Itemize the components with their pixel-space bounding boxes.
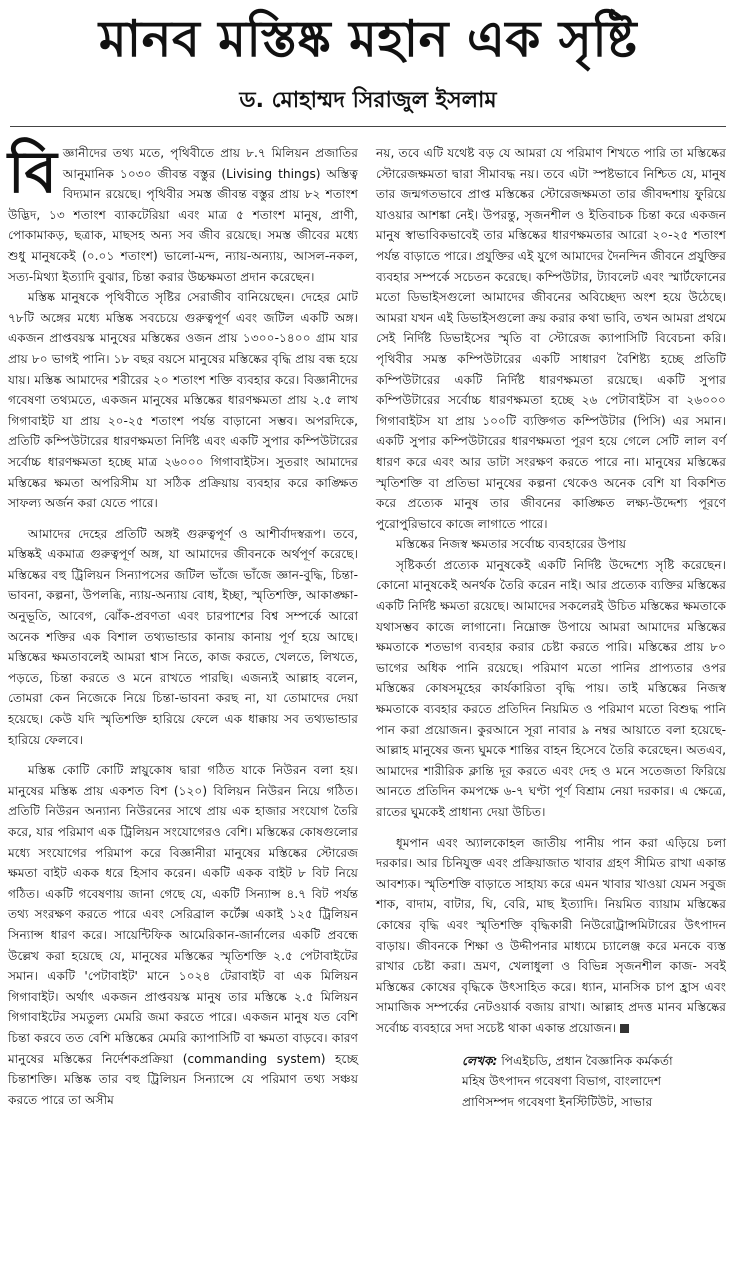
- end-mark-icon: [620, 1024, 629, 1033]
- author-note-line: মহিষ উৎপাদন গবেষণা বিভাগ, বাংলাদেশ: [462, 1074, 662, 1089]
- article-title: মানব মস্তিষ্ক মহান এক সৃষ্টি: [98, 9, 638, 68]
- author-note-text: পিএইচডি, প্রধান বৈজ্ঞানিক কর্মকর্তা: [501, 1053, 673, 1068]
- paragraph-text: জ্ঞানীদের তথ্য মতে, পৃথিবীতে প্রায় ৮.৭ মিলিয়ন প্রজাতির আনুমানিক ১০৩০ জীবন্ত বস্তুর (Livising things) অস্তিত্ব বিদ্যমান রয়েছে। পৃথিবীর সমস্ত জীবন্ত বস্তুর প্রায় ৮২ শতাংশ উদ্ভিদ, ১৩ শতাংশ ব্যাকটেরিয়া এবং মাত্র ৫ শতাংশ মানুষ, প্রাণী, পোকামাকড়, ছত্রাক, মাছসহ অন্য সব জীব রয়েছে। সমস্ত জীবের মধ্যে শুধু মানুষকেই (০.০১ শতাংশ) ভালো-মন্দ, ন্যায়-অন্যায়, আসল-নকল, সত্য-মিথ্যা ইত্যাদি বুঝার, চিন্তা করার উচ্চক্ষমতা প্রদান করেছেন।: [8, 146, 358, 284]
- paragraph: আমাদের দেহের প্রতিটি অঙ্গই গুরুত্বপূর্ণ ও আশীর্বাদস্বরূপ। তবে, মস্তিষ্কই একমাত্র গুরুত্বপূর্ণ অঙ্গ, যা আমাদের জীবনকে অর্থপূর্ণ করেছে। মস্তিষ্কের বহু ট্রিলিয়ন সিন্যাপসের জটিল ভাঁজে ভাঁজে জ্ঞান-বুদ্ধি, চিন্তা-ভাবনা, কল্পনা, উপলব্ধি, ন্যায়-অন্যায় বোধ, ইচ্ছা, স্মৃতিশক্তি, আকাঙ্ক্ষা-অনুভূতি, আবেগ, ঝোঁক-প্রবণতা এবং চারপাশের বিশ্ব সম্পর্কে আরো অনেক শক্তির এক বিশাল তথ্যভান্ডার কানায় কানায় পূর্ণ হয়ে আছে। মস্তিষ্কের ক্ষমতাবলেই আমরা শ্বাস নিতে, কাজ করতে, খেলতে, লিখতে, পড়তে, চিন্তা করতে ও মনে রাখতে পারছি। এজন্যই আল্লাহ বলেন, তোমরা কেন নিজেকে নিয়ে চিন্তা-ভাবনা করছ না, যা তোমাদের দেয়া হয়েছে। কেউ যদি স্মৃতিশক্তি হারিয়ে ফেলে এক ধাক্কায় সব তথ্যভান্ডার হারিয়ে ফেলবে।: [8, 526, 358, 747]
- paragraph: নয়, তবে এটি যথেষ্ট বড় যে আমরা যে পরিমাণ শিখতে পারি তা মস্তিষ্কের স্টোরেজক্ষমতা দ্বারা সীমাবদ্ধ নয়। তবে এটা স্পষ্টভাবে নিশ্চিত যে, মানুষ তার জন্মগতভাবে প্রাপ্ত মস্তিষ্কের স্টোরেজক্ষমতা তার জীবদ্দশায় ফুরিয়ে যাওয়ার আশঙ্কা নেই। উপরন্তু, সৃজনশীল ও ইতিবাচক চিন্তা করে একজন মানুষ স্বাভাবিকভাবেই তার মস্তিষ্কের ধারণক্ষমতার আরো ২০-২৫ শতাংশ পর্যন্ত বাড়াতে পারে। প্রযুক্তির এই যুগে আমাদের দৈনন্দিন জীবনে প্রযুক্তির ব্যবহার সম্পর্কে সচেতন করেছে। কম্পিউটার, ট্যাবলেট এবং স্মার্টফোনের মতো ডিভাইসগুলো আমাদের জীবনের অবিচ্ছেদ্য অংশ হয়ে উঠেছে। আমরা যখন এই ডিভাইসগুলো ক্রয় করার কথা ভাবি, তখন আমরা প্রথমে সেই নির্দিষ্ট ডিভাইসের স্মৃতি বা স্টোরেজ ক্যাপাসিটি বিবেচনা করি। পৃথিবীর সমস্ত কম্পিউটারের একটি সাধারণ বৈশিষ্ট্য হচ্ছে প্রতিটি কম্পিউটারের একটি নির্দিষ্ট ধারণক্ষমতা রয়েছে। একটি সুপার কম্পিউটারের সর্বোচ্চ ধারণক্ষমতা হচ্ছে ২৬ পেটাবাইটস বা ২৬০০০ গিগাবাইটস যা প্রায় ১০০টি ব্যক্তিগত কম্পিউটার (পিসি) এর সমান। একটি সুপার কম্পিউটারের ধারণক্ষমতা পূরণ হয়ে গেলে সেটি লাল বর্ণ ধারণ করে এবং আর ডাটা সংরক্ষণ করতে পারে না। মানুষের মস্তিষ্কের স্মৃতিশক্তি বা প্রতিভা মানুষের কল্পনা থেকেও অনেক বেশি যা বিকশিত করে প্রত্যেক মানুষ তার জীবনের কাঙ্ক্ষিত লক্ষ্য-উদ্দেশ্য পূরণে পুরোপুরিভাবে কাজে লাগাতে পারে।: [376, 146, 726, 531]
- article-byline: ড. মোহাম্মদ সিরাজুল ইসলাম: [239, 88, 497, 113]
- paragraph-text: ধূমপান এবং অ্যালকোহল জাতীয় পানীয় পান করা এড়িয়ে চলা দরকার। আর চিনিযুক্ত এবং প্রক্রিয়াজাত খাবার গ্রহণ সীমিত রাখা একান্ত আবশ্যক। স্মৃতিশক্তি বাড়াতে সাহায্য করে এমন খাবার খাওয়া যেমন সবুজ শাক, বাদাম, বাটার, ঘি, বেরি, মাছ ইত্যাদি। নিয়মিত ব্যায়াম মস্তিষ্কের কোষের বৃদ্ধি এবং স্মৃতিশক্তি বৃদ্ধিকারী নিউরোট্রান্সমিটারের উৎপাদন বাড়ায়। জীবনকে শিক্ষা ও উদ্দীপনার মাধ্যমে চ্যালেঞ্জ করে মনকে ব্যস্ত রাখার চেষ্টা করা। ভ্রমণ, খেলাধুলা ও বিভিন্ন সৃজনশীল কাজ- সবই মস্তিষ্কের কোষের বৃদ্ধিকে উৎসাহিত করে। ধ্যান, মানসিক চাপ হ্রাস এবং সামাজিক সম্পর্কের নেটওয়ার্ক বজায় রাখা। আল্লাহ প্রদত্ত মানব মস্তিষ্কের সর্বোচ্চ ব্যবহারে সদা সচেষ্ট থাকা একান্ত প্রয়োজন।: [376, 835, 726, 1035]
- article-column-left: [8, 138, 358, 1110]
- paragraph: মস্তিষ্ক কোটি কোটি স্নায়ুকোষ দ্বারা গঠিত যাকে নিউরন বলা হয়। মানুষের মস্তিষ্ক প্রায় একশত বিশ (১২০) বিলিয়ন নিউরন নিয়ে গঠিত। প্রতিটি নিউরন অন্যান্য নিউরনের সাথে প্রায় এক হাজার সংযোগ তৈরি করে, যার পরিমাণ এক ট্রিলিয়ন সংযোগেরও বেশি। মস্তিষ্কের কোষগুলোর মধ্যে সংযোগের পরিমাপ করে বিজ্ঞানীরা মানুষের মস্তিষ্কের স্টোরেজ ক্ষমতা বাইট একক ধরে হিসাব করেন। একটি একক বাইট ৮ বিট নিয়ে গঠিত। একটি গবেষণায় জানা গেছে যে, একটি সিন্যান্স ৪.৭ বিট পর্যন্ত তথ্য সংরক্ষণ করতে পারে এবং সেরিব্রাল কর্টেক্স একাই ১২৫ ট্রিলিয়ন সিন্যান্স ধারণ করে। সায়েন্টিফিক আমেরিকান-জার্নালের একটি প্রবন্ধে উল্লেখ করা হয়েছে যে, মানুষের মস্তিষ্কের স্মৃতিশক্তি ২.৫ পেটাবাইটের সমান। একটি 'পেটাবাইট' মানে ১০২৪ টেরাবাইট বা এক মিলিয়ন গিগাবাইট। অর্থাৎ একজন প্রাপ্তবয়স্ক মানুষ তার মস্তিষ্কে ২.৫ মিলিয়ন গিগাবাইটের সমতুল্য মেমরি জমা করতে পারে। একজন মানুষ যত বেশি চিন্তা করবে তত বেশি মস্তিষ্কের মেমরি ক্যাপাসিটি বা ক্ষমতা বাড়বে। কারণ মানুষের মস্তিষ্কের নির্দেশকপ্রক্রিয়া (commanding system) হচ্ছে চিন্তাশক্তি। মস্তিষ্ক তার বহু ট্রিলিয়ন সিন্যান্সে যে পরিমাণ তথ্য সঞ্চয় করতে পারে তা অসীম: [8, 763, 358, 1107]
- author-note: [376, 1051, 726, 1113]
- article-column-right: [376, 143, 726, 1112]
- author-note-label: লেখক:: [462, 1053, 498, 1068]
- author-note-line: [376, 1051, 726, 1072]
- title-divider: [10, 126, 726, 127]
- section-subheading: মস্তিষ্কের নিজস্ব ক্ষমতার সর্বোচ্চ ব্যবহারের উপায়: [396, 537, 627, 552]
- drop-cap: বি: [8, 138, 57, 206]
- author-note-line: প্রাণিসম্পদ গবেষণা ইনস্টিটিউট, সাভার: [462, 1094, 653, 1109]
- paragraph: [8, 138, 358, 287]
- paragraph: মস্তিষ্ক মানুষকে পৃথিবীতে সৃষ্টির সেরাজীব বানিয়েছেন। দেহের মোট ৭৮টি অঙ্গের মধ্যে মস্তিষ্ক সবচেয়ে গুরুত্বপূর্ণ এবং জটিল একটি অঙ্গ। একজন প্রাপ্তবয়স্ক মানুষের মস্তিষ্কের ওজন প্রায় ১৩০০-১৪০০ গ্রাম যার প্রায় ৮০ ভাগই পানি। ১৮ বছর বয়সে মানুষের মস্তিষ্কের বৃদ্ধি প্রায় বন্ধ হয়ে যায়। মস্তিষ্ক আমাদের শরীরের ২০ শতাংশ শক্তি ব্যবহার করে। বিজ্ঞানীদের গবেষণা তথ্যমতে, একজন মানুষের মস্তিষ্কের ধারণক্ষমতা প্রায় ২.৫ লাখ গিগাবাইট যা প্রায় ২০-২৫ শতাংশ পর্যন্ত বাড়ানো সম্ভব। অপরদিকে, প্রতিটি কম্পিউটারের ধারণক্ষমতা নির্দিষ্ট এবং একটি সুপার কম্পিউটারের সর্বোচ্চ ধারণক্ষমতা হচ্ছে মাত্র ২৬০০০ গিগাবাইটস। সুতরাং আমাদের মস্তিষ্কের ক্ষমতা অপরিসীম যা সঠিক প্রক্রিয়ায় ব্যবহার করে কাঙ্ক্ষিত সাফল্য অর্জন করা যেতে পারে।: [8, 290, 358, 511]
- paragraph: সৃষ্টিকর্তা প্রত্যেক মানুষকেই একটি নির্দিষ্ট উদ্দেশ্যে সৃষ্টি করেছেন। কোনো মানুষকেই অনর্থক তৈরি করেন নাই। আর প্রত্যেক ব্যক্তির মস্তিষ্কের একটি নির্দিষ্ট ক্ষমতা রয়েছে। আমাদের সকলেরই উচিত মস্তিষ্কের ক্ষমতাকে যথাসম্ভব কাজে লাগানো। নিম্নোক্ত উপায়ে আমরা আমাদের মস্তিষ্কের ক্ষমতাকে শতভাগ ব্যবহার করার চেষ্টা করতে পারি। মস্তিষ্কের প্রায় ৮০ ভাগের অধিক পানি রয়েছে। পরিমাণ মতো পানির প্রাপ্যতার ওপর মস্তিষ্কের কোষসমূহের কার্যকারিতা বৃদ্ধি পায়। তাই মস্তিষ্কের নিজস্ব ক্ষমতাকে ব্যবহার করতে প্রতিদিন নিয়মিত ও পরিমাণ মতো বিশুদ্ধ পানি পান করা প্রয়োজন। কুরআনে সূরা নাবার ৯ নম্বর আয়াতে বলা হয়েছে- আল্লাহ মানুষের জন্য ঘুমকে শান্তির বাহন হিসেবে তৈরি করেছেন। অতএব, আমাদের শারীরিক ক্লান্তি দূর করতে এবং দেহ ও মনে সতেজতা ফিরিয়ে আনতে প্রতিদিন কমপক্ষে ৬-৭ ঘণ্টা পূর্ণ বিশ্রাম নেয়া দরকার। এ ক্ষেত্রে, রাতের ঘুমকেই প্রাধান্য দেয়া উচিত।: [376, 557, 726, 819]
- paragraph: [376, 833, 726, 1039]
